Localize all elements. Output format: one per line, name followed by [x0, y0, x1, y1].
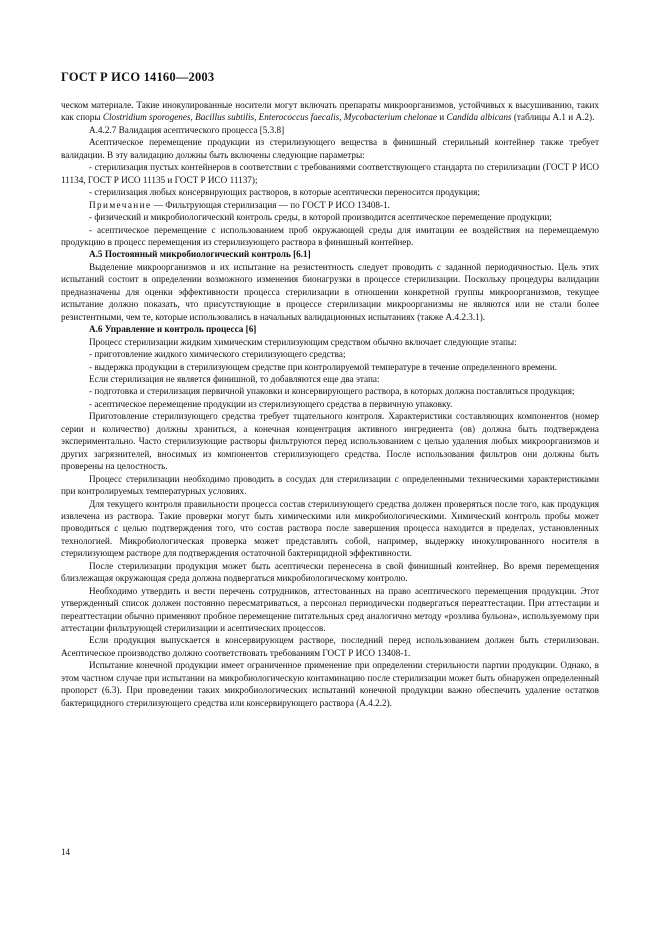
- list-item: - асептическое перемещение продукции из стерилизующего средства в первичную упаковку.: [89, 398, 453, 409]
- section-heading: А.5 Постоянный микробиологический контроль [6.1]: [89, 249, 311, 260]
- list-item: - подготовка и стерилизация первичной упаковки и консервирующего раствора, в которых должна поставляться продукция;: [89, 386, 575, 397]
- subsection-heading: А.4.2.7 Валидация асептического процесса [5.3.8]: [89, 124, 285, 135]
- note: Примечание — Фильтрующая стерилизация — по ГОСТ Р ИСО 13408-1.: [89, 199, 390, 210]
- paragraph: Для текущего контроля правильности процесса состав стерилизующего средства должен проверяться после того, как продукция извлечена из раствора. Такие проверки могут быть химическими или микробиологическими. Химический контроль пробы может проводиться с целью подтверждения того, что состав раствора после завершения процесса находится в пределах, установленных технологией. Микробиологическая проверка может представлять собой, например, выдержку инокулированного носителя в стерилизующем растворе для подтверждения остаточной бактерицидной эффективности.: [61, 498, 599, 559]
- document-header: ГОСТ Р ИСО 14160—2003: [61, 70, 215, 84]
- list-item: - выдержка продукции в стерилизующем средстве при контролируемой температуре в течение определенного времени.: [89, 361, 558, 372]
- organism-name: Candida albicans: [446, 112, 512, 123]
- document-body: [61, 99, 599, 709]
- paragraph: После стерилизации продукция может быть асептически перенесена в свой финишный контейнер. Во время перемещения близлежащая окружающая среда должна подвергаться микробиологическому контролю.: [61, 560, 599, 584]
- paragraph: ческом материале. Такие инокулированные носители могут включать препараты микроорганизмов, устойчивых к высушиванию, таких как споры Clostridium sporogenes, Bacillus subtilis, Enterococcus faecalis, Mycobacterium chelonae и Candida albicans (таблицы А.1 и А.2).: [61, 100, 599, 123]
- list-item: - физический и микробиологический контроль среды, в которой производится асептическое перемещение продукции;: [89, 212, 552, 223]
- paragraph: Необходимо утвердить и вести перечень сотрудников, аттестованных на право асептического перемещения продукции. Этот утвержденный список должен постоянно пересматриваться, а персонал периодически подвергаться переаттестации. При аттестации и переаттестации обычно применяют пробное перемещение питательных сред аналогично методу «розлива бульона», используемому при аттестации фильтрующей стерилизации и асептических процессов.: [61, 585, 599, 634]
- list-item: - асептическое перемещение с использованием проб окружающей среды для имитации ее воздействия на перемещаемую продукцию в процесс перемещения из стерилизующего раствора в финишный контейнер.: [61, 224, 599, 247]
- paragraph: Процесс стерилизации необходимо проводить в сосудах для стерилизации с определенными техническими характеристиками при контролируемых температурных условиях.: [61, 473, 599, 497]
- paragraph: Испытание конечной продукции имеет ограниченное применение при определении стерильности партии продукции. Однако, в этом частном случае при испытании на микробиологическую контаминацию после стерилизации может быть обнаружен определенный пропорст (6.3). При проведении таких микробиологических испытаний конечной продукции важно обеспечить удаление остатков бактерицидного стерилизующего средства или консервирующего раствора (А.4.2.2).: [61, 660, 599, 708]
- list-item: - стерилизация пустых контейнеров в соответствии с требованиями соответствующего стандарта по стерилизации (ГОСТ Р ИСО 11134, ГОСТ Р ИСО 11135 и ГОСТ Р ИСО 11137);: [61, 162, 599, 185]
- section-heading: А.6 Управление и контроль процесса [6]: [89, 324, 257, 335]
- note-label: Примечание: [89, 199, 152, 210]
- paragraph: Если продукция выпускается в консервирующем растворе, последний перед использованием должен быть стерилизован. Асептическое производство должно соответствовать требованиям ГОСТ Р ИСО 13408-1.: [61, 635, 599, 658]
- paragraph: Асептическое перемещение продукции из стерилизующего вещества в финишный стерильный контейнер также требует валидации. В эту валидацию должны быть включены следующие параметры:: [61, 137, 599, 160]
- paragraph: Процесс стерилизации жидким химическим стерилизующим средством обычно включает следующие этапы:: [89, 336, 517, 347]
- list-item: - стерилизация любых консервирующих растворов, в которые асептически переносится продукция;: [89, 187, 480, 198]
- list-item: - приготовление жидкого химического стерилизующего средства;: [89, 349, 346, 360]
- page-number: 14: [61, 847, 70, 857]
- paragraph: Приготовление стерилизующего средства требует тщательного контроля. Характеристики составляющих компонентов (номер серии и количество) должны храниться, а конечная концентрация активного ингредиента (ов) должна быть подтверждена экспериментально. Часто стерилизующие растворы фильтруются перед использованием с целью удаления любых микроорганизмов и других загрязнителей, вносимых из компонентов стерилизующего средства. После использования фильтров они должны быть проверены на целостность.: [61, 411, 599, 472]
- paragraph: Если стерилизация не является финишной, то добавляются еще два этапа:: [89, 373, 380, 384]
- organism-names: Clostridium sporogenes, Bacillus subtilis, Enterococcus faecalis, Mycobacterium chelonae: [102, 112, 437, 123]
- paragraph: Выделение микроорганизмов и их испытание на резистентность следует проводить с заданной периодичностью. Цель этих испытаний состоит в определении возможного изменения бионагрузки в процессе стерилизации. Поскольку процедуры валидации предназначены для оценки эффективности процесса стерилизации в отношении конкретной группы микроорганизмов, текущее испытание должно показать, что присутствующие в процессе стерилизации микроорганизмы не являются или не стали более резистентными, чем те, которые использовались в начальных валидационных испытаниях (также А.4.2.3.1).: [61, 261, 599, 322]
